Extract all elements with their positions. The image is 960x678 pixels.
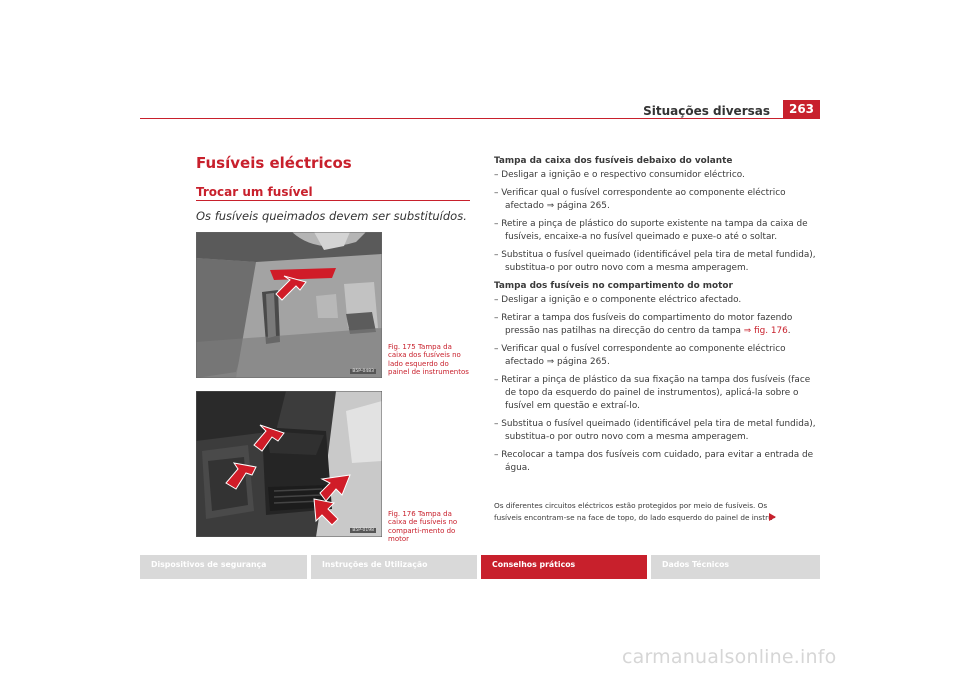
figure-175-fuse-box-dashboard (196, 232, 382, 378)
figure-175-caption: Fig. 175 Tampa da caixa dos fusíveis no lado esquerdo do painel de instrumentos (388, 343, 469, 377)
figure-176-caption: Fig. 176 Tampa da caixa de fusíveis no comparti-mento do motor (388, 510, 458, 544)
section-lead: Os fusíveis queimados devem ser substituídos. (196, 209, 467, 223)
continue-arrow-icon (769, 513, 776, 521)
figure-code: B5P-0483 (352, 369, 374, 374)
list-item-text: – Retirar a tampa dos fusíveis do compartimento do motor fazendo pressão nas patilhas na direcção do centro da tampa (494, 313, 793, 336)
figure-code: B5P-0198 (352, 528, 374, 533)
list-item: – Retire a pinça de plástico do suporte existente na tampa da caixa de fusíveis, encaixe-a no fusível queimado e puxe-o até o soltar. (494, 219, 808, 242)
list-item (494, 312, 824, 338)
list-item: – Recolocar a tampa dos fusíveis com cuidado, para evitar a entrada de água. (494, 450, 814, 473)
list-item: – Substitua o fusível queimado (identificável pela tira de metal fundida), substitua-o por outro novo com a mesma amperagem. (494, 419, 816, 442)
nav-tab-technical-data[interactable]: Dados Técnicos (651, 555, 820, 579)
section-title: Trocar um fusível (196, 185, 313, 199)
list-item: – Retirar a pinça de plástico da sua fixação na tampa dos fusíveis (face de topo da esquerdo do painel de instrumentos), aplicá-la sobre o fusível em questão e extraí-lo. (494, 375, 811, 411)
fuse-note: Os diferentes circuitos eléctricos estão protegidos por meio de fusíveis. Os fusíveis encontram-se na face de topo, do lado esquerdo do painel de instru- (494, 501, 776, 522)
list-item: – Desligar a ignição e o componente eléctrico afectado. (494, 295, 742, 305)
nav-tab-operating-instructions[interactable]: Instruções de Utilização (311, 555, 477, 579)
list-item: – Verificar qual o fusível correspondente ao componente eléctrico afectado ⇒ página 265. (494, 188, 786, 211)
list-item: – Verificar qual o fusível correspondente ao componente eléctrico afectado ⇒ página 265. (494, 344, 786, 367)
figure-reference-link[interactable]: ⇒ fig. 176 (743, 326, 788, 336)
nav-tab-practical-tips[interactable]: Conselhos práticos (481, 555, 647, 579)
instructions-column (494, 155, 824, 480)
list-item: – Substitua o fusível queimado (identificável pela tira de metal fundida), substitua-o por outro novo com a mesma amperagem. (494, 250, 816, 273)
header-rule (140, 118, 820, 119)
heading-engine-fuse-box: Tampa dos fusíveis no compartimento do motor (494, 281, 733, 291)
running-header-title: Situações diversas (643, 104, 770, 118)
figure-176-fuse-box-engine (196, 391, 382, 537)
list-item: – Desligar a ignição e o respectivo consumidor eléctrico. (494, 170, 745, 180)
watermark: carmanualsonline.info (622, 646, 837, 668)
section-rule (196, 200, 470, 201)
page-number: 263 (783, 100, 820, 119)
heading-steering-fuse-box: Tampa da caixa dos fusíveis debaixo do volante (494, 156, 733, 166)
dashboard-illustration (196, 232, 382, 378)
list-item-text-end: . (787, 326, 791, 336)
nav-tab-safety[interactable]: Dispositivos de segurança (140, 555, 307, 579)
engine-bay-illustration (196, 391, 382, 537)
chapter-title: Fusíveis eléctricos (196, 154, 352, 172)
